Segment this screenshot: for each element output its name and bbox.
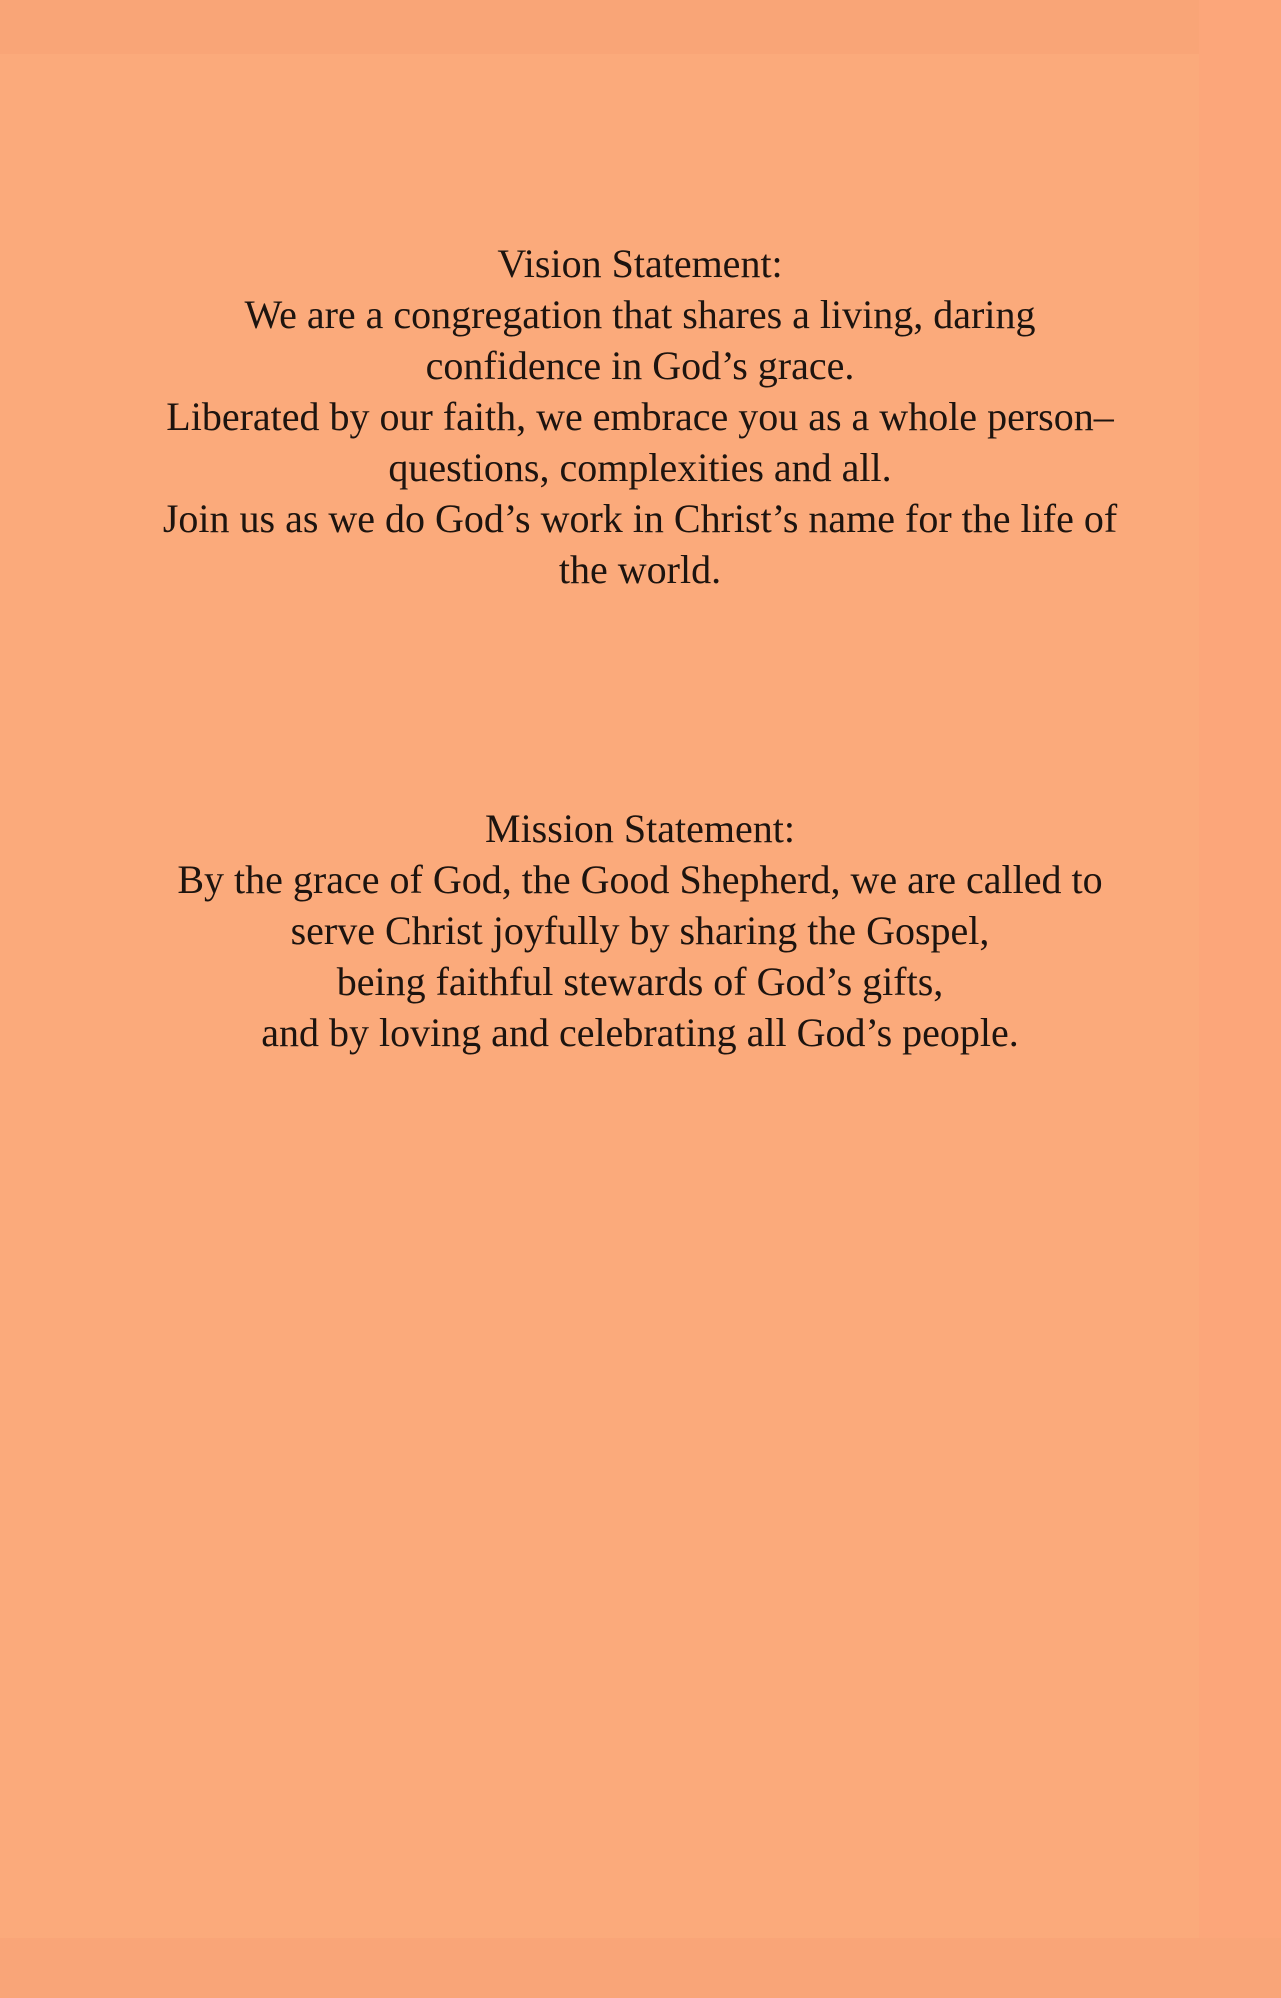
vision-line: Join us as we do God’s work in Christ’s name for the life of xyxy=(162,496,1118,541)
vision-line: Liberated by our faith, we embrace you as a whole person– xyxy=(166,394,1114,439)
vision-heading: Vision Statement: xyxy=(497,241,783,286)
mission-line: serve Christ joyfully by sharing the Gospel, xyxy=(290,908,990,953)
mission-statement xyxy=(40,803,1240,1058)
vision-line: questions, complexities and all. xyxy=(388,445,892,490)
vision-line: We are a congregation that shares a living, daring xyxy=(244,292,1036,337)
mission-line: being faithful stewards of God’s gifts, xyxy=(336,959,944,1004)
page-top-edge xyxy=(0,0,1281,54)
vision-statement xyxy=(40,238,1240,595)
vision-line: the world. xyxy=(558,547,722,592)
mission-heading: Mission Statement: xyxy=(485,806,795,851)
page-bottom-edge xyxy=(0,1938,1281,1998)
vision-line: confidence in God’s grace. xyxy=(425,343,855,388)
mission-line: By the grace of God, the Good Shepherd, we are called to xyxy=(177,857,1103,902)
mission-line: and by loving and celebrating all God’s people. xyxy=(261,1010,1019,1055)
